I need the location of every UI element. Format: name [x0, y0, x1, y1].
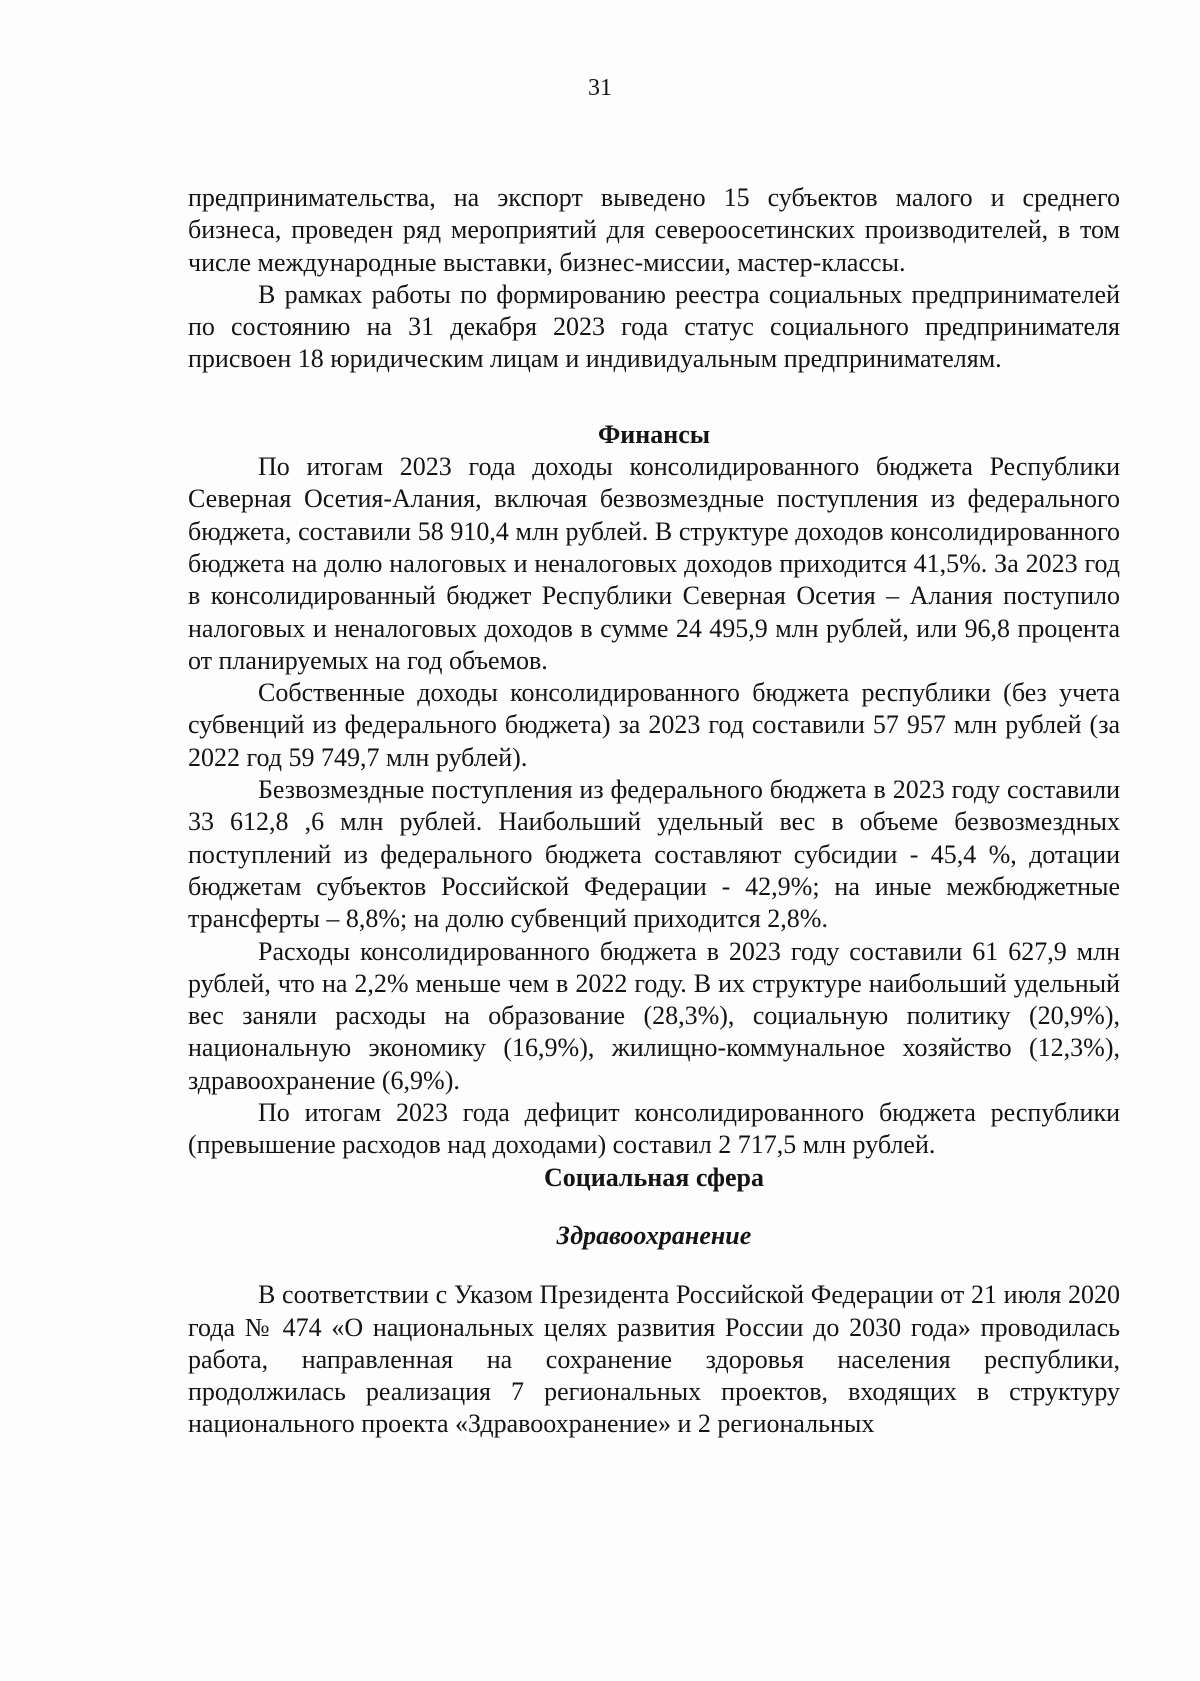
page-body — [188, 182, 1120, 1441]
section-heading-social: Социальная сфера — [543, 1162, 765, 1192]
subsection-heading-healthcare: Здравоохранение — [556, 1220, 752, 1250]
page-number: 31 — [588, 75, 612, 101]
section-heading-finance: Финансы — [597, 419, 711, 449]
paragraph-budget-expenses: Расходы консолидированного бюджета в 2023 году составили 61 627,9 млн рублей, что на 2,2% меньше чем в 2022 году. В их структуре наибольший удельный вес заняли расходы на образование (28,3%), социальную политику (20,9%), национальную экономику (16,9%), жилищно-коммунальное хозяйство (12,3%), здравоохранение (6,9%). — [188, 936, 1120, 1095]
spacer — [188, 1252, 1120, 1279]
spacer — [188, 376, 1120, 419]
paragraph-export-smb: предпринимательства, на экспорт выведено 15 субъектов малого и среднего бизнеса, проведен ряд мероприятий для североосетинских производителей, в том числе международные выставки, бизнес-миссии, мастер-классы. — [188, 183, 1120, 277]
paragraph-budget-deficit: По итогам 2023 года дефицит консолидированного бюджета республики (превышение расходов над доходами) составил 2 717,5 млн рублей. — [188, 1098, 1120, 1160]
spacer — [188, 1194, 1120, 1220]
paragraph-federal-transfers: Безвозмездные поступления из федерального бюджета в 2023 году составили 33 612,8 ,6 млн рублей. Наибольший удельный вес в объеме безвозмездных поступлений из федерального бюджета составляют субсидии - 45,4 %, дотации бюджетам субъектов Российской Федерации - 42,9%; на иные межбюджетные трансферты – 8,8%; на долю субвенций приходится 2,8%. — [188, 775, 1120, 934]
paragraph-social-entrepreneurs: В рамках работы по формированию реестра социальных предпринимателей по состоянию на 31 декабря 2023 года статус социального предпринимателя присвоен 18 юридическим лицам и индивидуальным предпринимателям. — [188, 279, 1120, 374]
paragraph-healthcare-decree: В соответствии с Указом Президента Российской Федерации от 21 июля 2020 года № 474 «О национальных целях развития России до 2030 года» проводилась работа, направленная на сохранение здоровья населения республики, продолжилась реализация 7 региональных проектов, входящих в структуру национального проекта «Здравоохранение» и 2 региональных — [188, 1280, 1120, 1439]
paragraph-budget-revenue: По итогам 2023 года доходы консолидированного бюджета Республики Северная Осетия-Алания, включая безвозмездные поступления из федерального бюджета, составили 58 910,4 млн рублей. В структуре доходов консолидированного бюджета на долю налоговых и неналоговых доходов приходится 41,5%. За 2023 год в консолидированный бюджет Республики Северная Осетия – Алания поступило налоговых и неналоговых доходов в сумме 24 495,9 млн рублей, или 96,8 процента от планируемых на год объемов. — [188, 452, 1120, 675]
paragraph-own-revenue: Собственные доходы консолидированного бюджета республики (без учета субвенций из федерального бюджета) за 2023 год составили 57 957 млн рублей (за 2022 год 59 749,7 млн рублей). — [188, 678, 1120, 772]
